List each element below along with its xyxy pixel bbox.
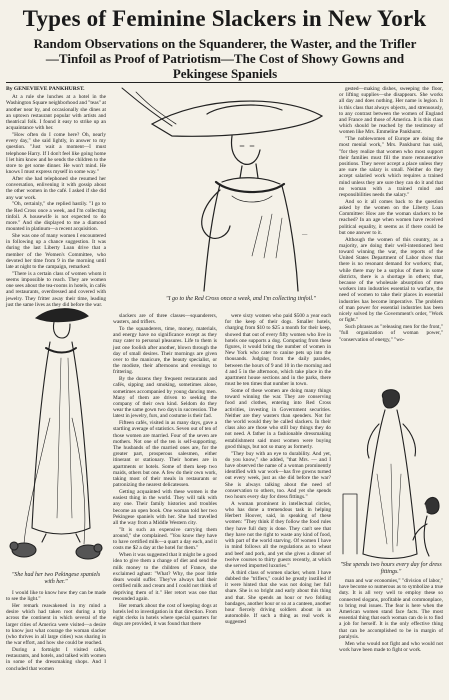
header-rule	[6, 82, 443, 83]
paragraph: She was one of many women I encountered in following up a chance suggestion. It was during the last Liberty Loan drive that a member of the Women's Committee, who devoted her time from 9 in the morning until late at night to the campaign, remarked:	[6, 233, 106, 271]
paragraph: Although the women of this country, as a majority, are doing their well-intentioned best toward winning the war, the reports of the United States Department of Labor show that there is no resonant demand for workers; that, while there may be a surplus of them in some districts, there is a shortage in others; that, because of the wholesale absorption of men workers into industries essential to warfare, the need of women to take their places in essential industries has become imperative. The problem of man power for essential industries has been nicely solved by the Government's order, "Work or fight."	[339, 236, 443, 324]
paragraph: "They buy with an eye to durability. And yet, do you know," she added, "that Mrs. — and I have observed the name of a woman prominently identified with war work—has five gowns turned out every week, just as she did before the war? She is always talking about the need of conservation to others, too. And yet she spends two hours every day for dress fittings."	[225, 450, 331, 501]
paragraph: man and war economies," "division of labor," have become so numerous as to symbolize a true duty. It is all very well to employ these so connected slogans, profitable and commonplace, to bring real issues. The fear is here when the American women stand face facts. The most essential thing that each woman can do is to find a job for herself. It is the only effective thing that can be accomplished to be in margin of paralysis.	[339, 578, 443, 640]
column-4-bottom	[339, 578, 443, 698]
col2-paragraphs	[113, 313, 217, 627]
paragraph: To the squanderers, time, money, materials, and energy have no significance except as they may cater to personal pleasures. Life to them is just one foolish after another, blown through the day of small desires. Their mornings are given over to the manicure, the beauty specialist, or the modiste, their afternoons and evenings to frittering.	[113, 326, 217, 376]
caption-left: "She had her two Pekingese spaniels with her."	[11, 572, 101, 585]
paragraph: And so it all comes back to the question asked by the women on the Liberty Loan Committee: How are the woman slackers to be reached? In an age when women have received political equality, it seems as if there could be but one answer to it.	[339, 198, 443, 236]
paragraph: A third class of women slacker, whom I have dubbed the "triflers," could be greatly instilled if it were hinted that she was not doing her full share. She is so bright and early about this thing and that. She spends an hour or two folding bandages, another hour or so at a canteen, another hour fiercely driving soldiers about in an automobile. If such a thing as real work is suggested	[225, 569, 331, 626]
subhead: Random Observations on the Squanderer, the Waster, and the Trifler—Tinfoil as Proof of Patriotism—The Cost of Showy Gowns and Pekingese Spaniels	[33, 36, 417, 81]
caption-right: "She spends two hours every day for dress fittings."	[340, 562, 442, 575]
col4-bottom-paragraphs	[339, 578, 443, 653]
illustration-woman-hat	[112, 86, 334, 294]
paragraph: gested—making dishes, sweeping the floor, or lifting supplies—she disappears. She works all day and does nothing. Her name is legion. It is this class that always objects, and strenuously, to any contrast between the women of England and France and those of America. It is this class which should be reached by the testimony of women like Mrs. Emmeline Pankhurst.	[339, 86, 443, 136]
paragraph: Her remark reawakened in my mind a desire which had taken root during a trip across the continent in which several of the larger cities of America were visited—a desire to know just what courage the woman slacker (who thrives in all large cities) was sharing in the war effort, and how she could be reached.	[6, 603, 106, 647]
paragraph: A woman prominent in intellectual circles, who has done a tremendous task in helping Herbert Hoover, said, in speaking of these women: "They think if they follow the food rules they have full duty is done. They can't see that they have not the right to waste any kind of food, with part of the world starving. Of women I have in mind follows all the regulations as to wheat and beef and pork, and yet she gives a dinner of twelve courses to thirty guests recently, at which she served imported luxuries."	[225, 500, 331, 569]
col1-top-paragraphs	[6, 94, 106, 308]
paragraph: Getting acquainted with these women is the easiest thing in the world. They will talk with any one. Their family histories and troubles become an open book. One woman told her two Pekingese spaniels with her. She had travelled all the way from a Middle Western city.	[113, 489, 217, 527]
illustration-dress-fitting	[339, 384, 443, 562]
col3-paragraphs	[225, 313, 331, 626]
paragraph: Some of these women are doing many things toward winning the war. They are conserving food and clothes, entering into Red Cross activities, investing in Government securities. Neither are they wasters than spenders. Not for the world would they be called slackers. In their class also are those who still buy things they do not need. A father in a fashionable dressmaking establishment said most women were buying good things, but not so many as formerly.	[225, 388, 331, 450]
col1-bottom-paragraphs	[6, 590, 106, 672]
paragraph: "Oh, certainly," she replied hastily. "I go to the Red Cross once a week, and I'm collecting tinfoil. A housewife is not expected to do more." And she displayed to me a diamond mounted in platinum—a recent acquisition.	[6, 201, 106, 233]
paragraph: Such phrases as "releasing men for the front," "full organization of woman power," "conservation of energy," "wo-	[339, 324, 443, 343]
paragraph: "The noblewomen of Europe are doing the most menial work," Mrs. Pankhurst has said, "for they realize that women who most support their families must fill the more remunerative positions. They never accept a place unless they are sure the salary is small. Neither do they accept salaried work which requires a trained mind unless they are sure they can do it and that no woman with a trained mind and responsibilities needs the salary."	[339, 136, 443, 199]
column-1-bottom	[6, 590, 106, 698]
paragraph: When it was suggested that it might be a good idea to give them a change of diet and send the milk money to the children of France, she exclaimed aghast: "What? Why, the poor little dears would suffer. They've always had their certified milk and cream and I could not think of depriving them of it." Her retort was one that resounded again.	[113, 552, 217, 602]
caption-top: "I go to the Red Cross once a week, and I'm collecting tinfoil."	[165, 296, 317, 302]
col4-top-paragraphs	[339, 86, 443, 343]
paragraph: During a fortnight I visited cafés, restaurants, and hotels, and talked with women in some of the dressmaking shops. And I concluded that women	[6, 647, 106, 672]
illustration-woman-dogs	[6, 298, 108, 570]
paragraph: After she had telephoned she resumed her conversation, enlivening it with gossip about the other women in the café. I asked if she did any war work.	[6, 176, 106, 201]
paragraph: "How often do I come here? Oh, nearly every day," she said lightly, in answer to my question. "Just wait a moment—I must telephone Harry. If I don't feel like going home I let him know and he sends the children to the store to get some dinner. He won't mind. He knows I must express myself in some way."	[6, 132, 106, 176]
byline: By GENEVIEVE PANKHURST.	[6, 86, 85, 92]
headline: Types of Feminine Slackers in New York	[22, 6, 427, 31]
paragraph: Men who would not fight and who would not work have been made to fight or work.	[339, 640, 443, 653]
paragraph: "There is a certain class of women whom it seems impossible to reach. They are women one sees about the tea-rooms in hotels, in cafés and restaurants, overdressed and covered with jewelry. They fritter away their time, leading just the same lives as they did before the war.	[6, 270, 106, 308]
column-3	[225, 313, 331, 698]
column-2	[113, 313, 217, 698]
paragraph: By the dozens they frequent restaurants and cafés, sipping and smoking, sometimes alone, sometimes accompanied by young dancing men. Many of them are driven to seeking the company of their own kind. Seldom do they wear the same gown two days in succession. The latest in jewelry, furs, and costume is their fad.	[113, 376, 217, 420]
paragraph: "It is such an expensive carrying them around," she complained. "You know they have to have certified milk—a quart a day each, and it costs me $2 a day at the hotel for them."	[113, 526, 217, 552]
paragraph: I would like to know how they can be made to see the light."	[6, 590, 106, 603]
paragraph: Her remark about the cost of keeping dogs at hotels led to investigation in that direction. From eight clerks in hotels where special quarters for dogs are provided, it was found that there	[113, 602, 217, 628]
paragraph: At a rule she lunches at a hotel in the Washington Square neighborhood and "teas" at another near by, and occasionally she dines at an uptown restaurant popular with artists and theatrical folk. I found it easy to strike up an acquaintance with her.	[6, 94, 106, 132]
artist-signature: —	[302, 232, 308, 238]
paragraph: slackers are of three classes—squanderers, wasters, and triflers.	[113, 313, 217, 326]
column-4-top	[339, 86, 443, 380]
paragraph: Fifteen cafés, visited in as many days, gave a startling average of statistics. Seven out of ten of those women are married. Four of the seven are mothers. Not one of the ten is self-supporting. The husbands of the married ones are, for the greater part, prosperous salesmen, either itinerant or stationary. Their homes are in apartments or hotels. Some of them keep two maids, others but one. A few do their own work, taking most of their meals in restaurants or patronizing the nearest delicatessen.	[113, 420, 217, 489]
paragraph: were sixty women who paid $500 a year each for the keep of their dogs. Smaller hotels, charging from $10 to $25 a month for their keep, showed that out of every fifty women who live in hotels one supports a dog. Computing from these figures, it would bring the number of women in New York who cater to canine pets up into the thousands. Judging from the daily parades, between the hours of 9 and 10 in the morning and 4 and 5 in the afternoon, which take place in the apartment house sections and in the parks, there must be ten times that number in town.	[225, 313, 331, 388]
column-1-top	[6, 86, 106, 308]
